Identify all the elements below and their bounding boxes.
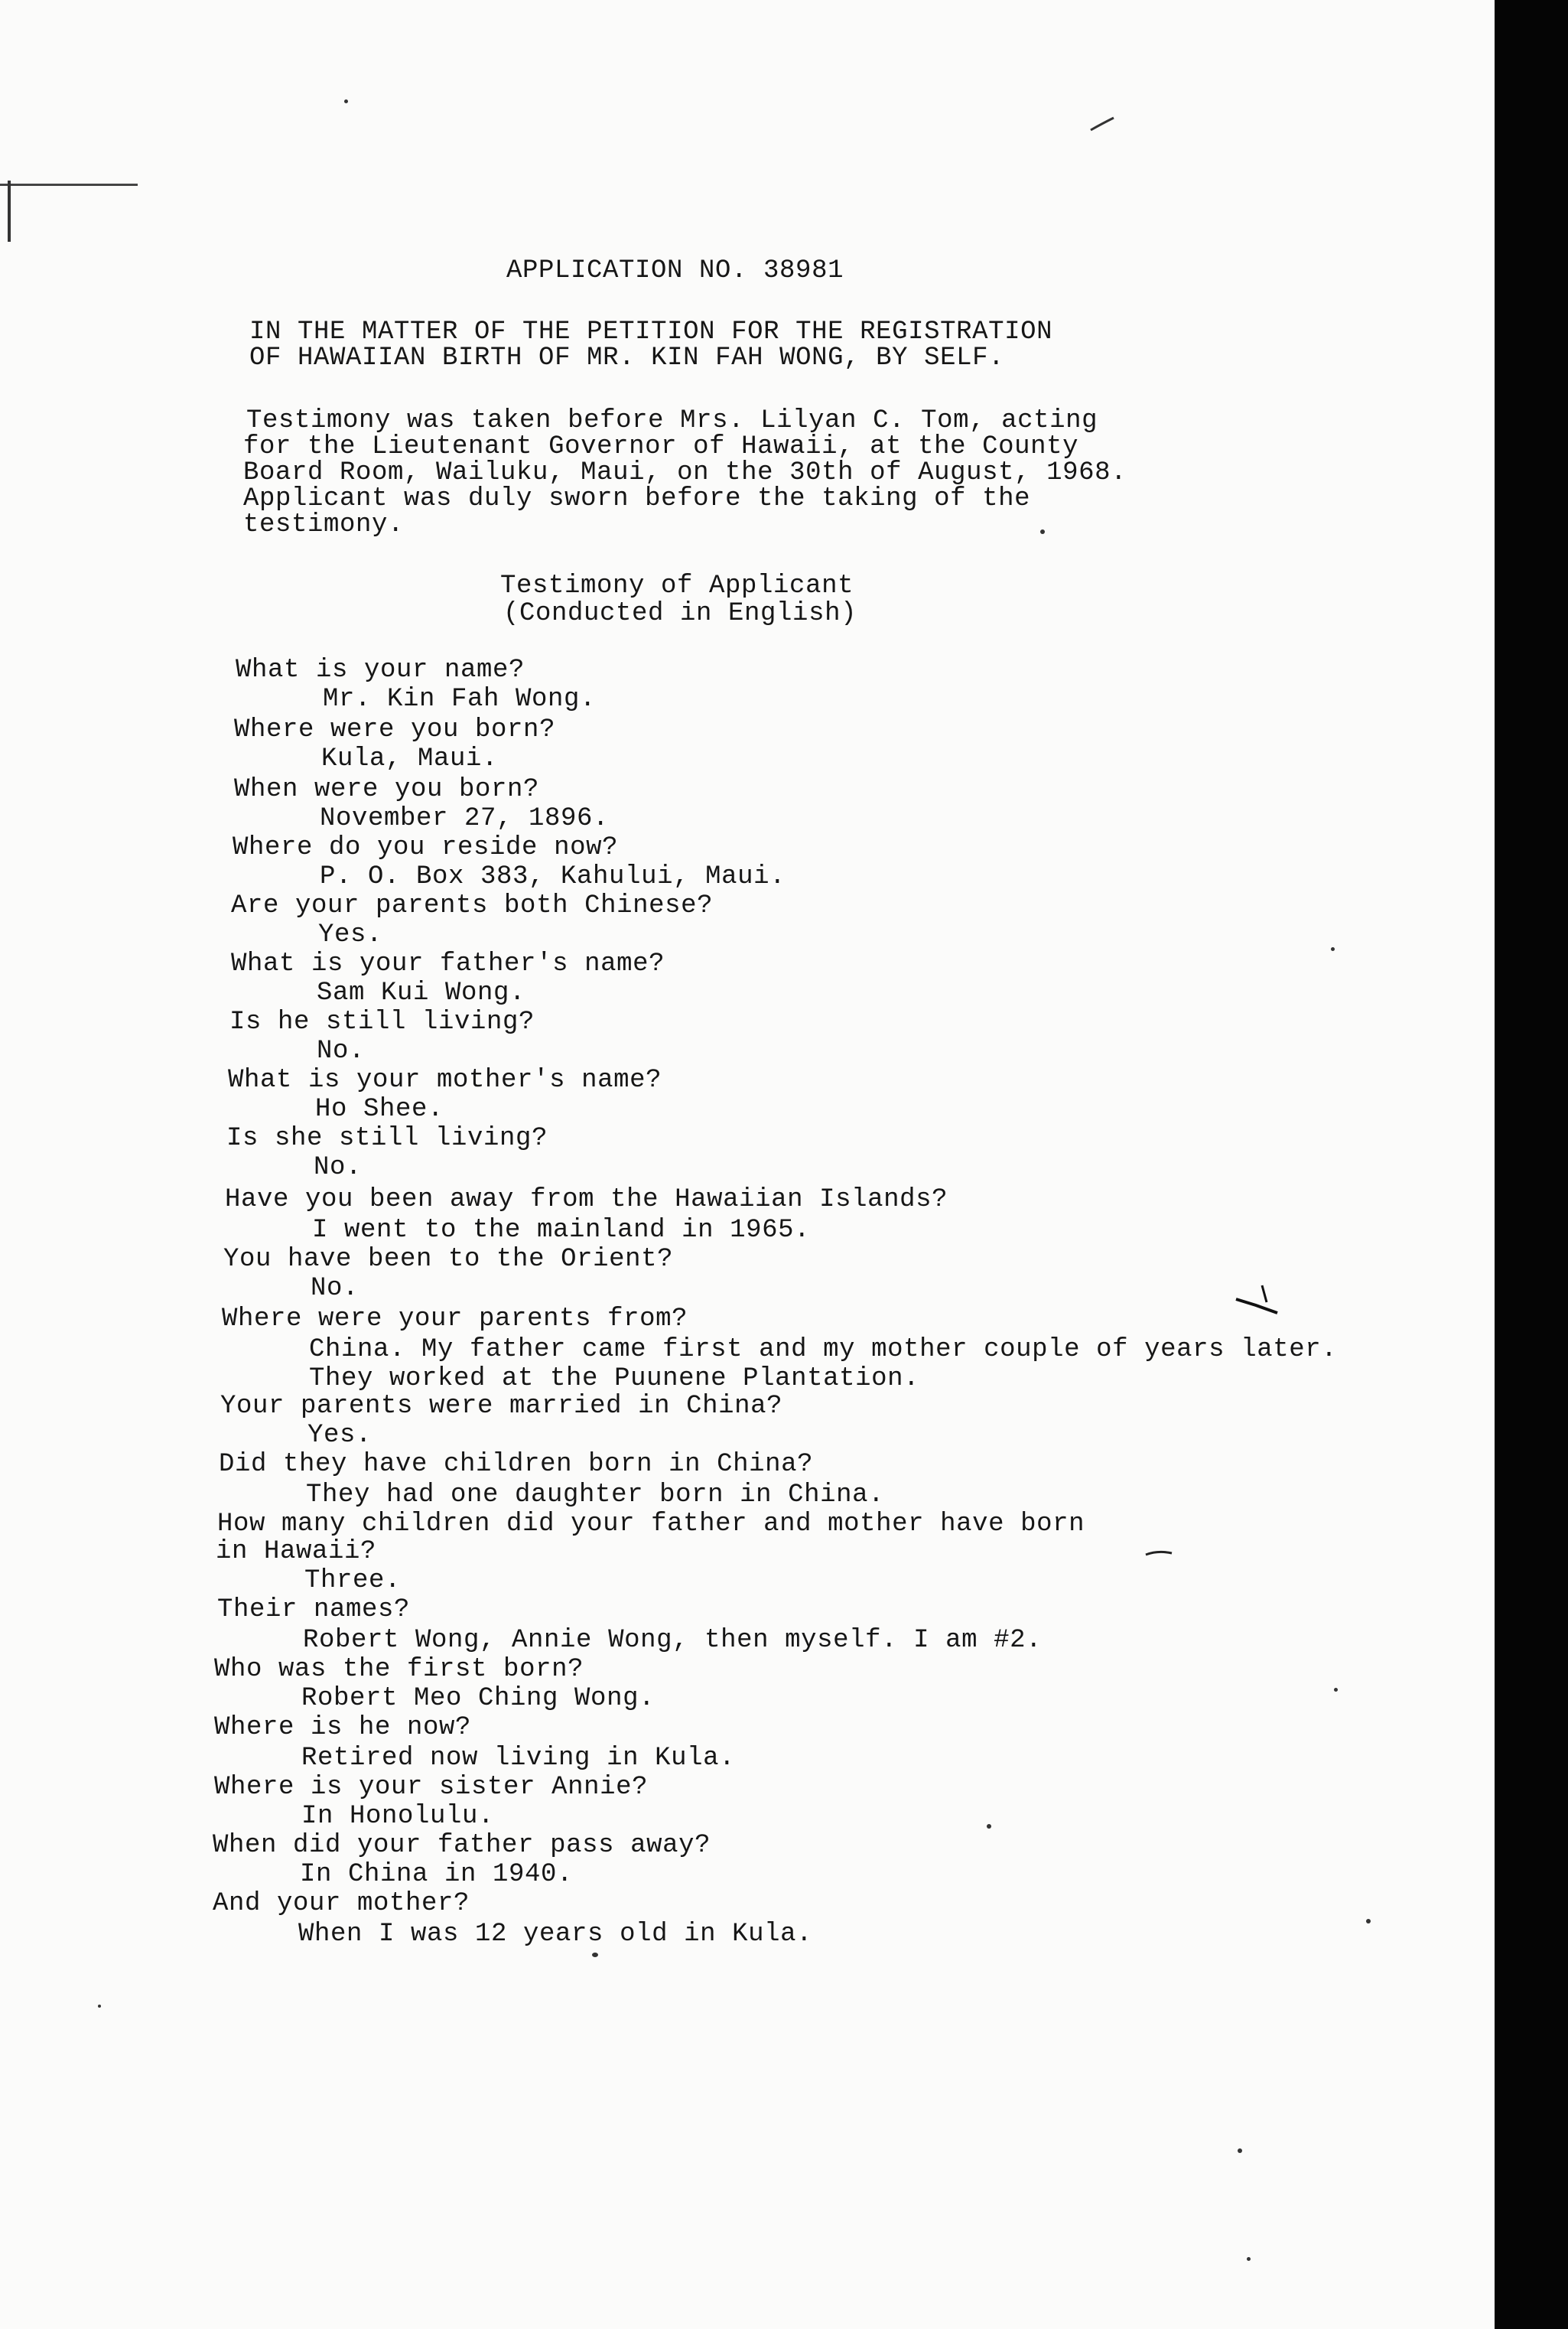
question: And your mother? bbox=[213, 1889, 470, 1918]
question: Their names? bbox=[217, 1595, 411, 1624]
question: in Hawaii? bbox=[216, 1537, 377, 1566]
question: When were you born? bbox=[234, 775, 540, 804]
question: When did your father pass away? bbox=[213, 1831, 711, 1860]
section-title: Testimony of Applicant bbox=[500, 572, 854, 601]
scan-speck bbox=[1366, 1919, 1371, 1923]
question: Who was the first born? bbox=[214, 1655, 584, 1684]
scan-speck bbox=[1040, 529, 1045, 534]
scan-speck bbox=[1238, 2148, 1242, 2153]
answer: Retired now living in Kula. bbox=[301, 1744, 736, 1773]
answer: Yes. bbox=[307, 1421, 372, 1450]
question: Where is he now? bbox=[214, 1713, 472, 1742]
stray-mark bbox=[1088, 113, 1118, 136]
intro-line-5: testimony. bbox=[243, 510, 405, 539]
matter-line-1: IN THE MATTER OF THE PETITION FOR THE REGISTRATION bbox=[249, 318, 1053, 347]
answer: No. bbox=[311, 1274, 359, 1303]
question: What is your father's name? bbox=[231, 950, 665, 979]
answer: Robert Wong, Annie Wong, then myself. I am #2. bbox=[303, 1626, 1043, 1655]
intro-line-4: Applicant was duly sworn before the taking of the bbox=[243, 484, 1031, 513]
question: Did they have children born in China? bbox=[219, 1450, 814, 1479]
answer: Ho Shee. bbox=[315, 1095, 444, 1124]
question: Where were your parents from? bbox=[222, 1305, 688, 1334]
question: Your parents were married in China? bbox=[220, 1392, 783, 1421]
answer: They worked at the Puunene Plantation. bbox=[309, 1364, 920, 1393]
answer: P. O. Box 383, Kahului, Maui. bbox=[320, 862, 786, 891]
pen-dash-mark bbox=[1144, 1549, 1175, 1559]
answer: November 27, 1896. bbox=[320, 804, 610, 833]
answer: In Honolulu. bbox=[301, 1802, 495, 1831]
question: Have you been away from the Hawaiian Islands? bbox=[225, 1185, 948, 1214]
scan-rule bbox=[0, 184, 138, 186]
answer: They had one daughter born in China. bbox=[306, 1480, 885, 1510]
question: Where do you reside now? bbox=[233, 833, 619, 862]
scan-speck bbox=[344, 99, 348, 103]
scan-speck bbox=[1331, 947, 1335, 951]
scan-speck bbox=[98, 2005, 101, 2008]
question: Is she still living? bbox=[226, 1124, 548, 1153]
answer: Kula, Maui. bbox=[321, 744, 499, 774]
question: Where is your sister Annie? bbox=[214, 1773, 649, 1802]
scan-speck bbox=[1334, 1688, 1338, 1692]
answer: Mr. Kin Fah Wong. bbox=[323, 685, 597, 714]
answer: When I was 12 years old in Kula. bbox=[298, 1920, 813, 1949]
matter-line-2: OF HAWAIIAN BIRTH OF MR. KIN FAH WONG, BY SELF. bbox=[249, 344, 1005, 373]
question: How many children did your father and mother have born bbox=[217, 1510, 1085, 1539]
scan-speck bbox=[592, 1953, 598, 1957]
scan-speck bbox=[1247, 2257, 1251, 2261]
scan-edge bbox=[1495, 0, 1568, 2329]
intro-line-2: for the Lieutenant Governor of Hawaii, at the County bbox=[243, 432, 1079, 461]
section-subtitle: (Conducted in English) bbox=[503, 599, 857, 628]
question: Where were you born? bbox=[234, 715, 556, 744]
scan-mark bbox=[8, 181, 11, 242]
question: What is your name? bbox=[236, 656, 525, 685]
intro-line-1: Testimony was taken before Mrs. Lilyan C. Tom, acting bbox=[246, 406, 1098, 435]
answer: In China in 1940. bbox=[300, 1860, 574, 1889]
answer: Robert Meo Ching Wong. bbox=[301, 1684, 656, 1713]
question: You have been to the Orient? bbox=[223, 1245, 674, 1274]
application-title: APPLICATION NO. 38981 bbox=[506, 256, 844, 285]
scan-speck bbox=[987, 1824, 991, 1829]
question: What is your mother's name? bbox=[228, 1066, 662, 1095]
answer: Three. bbox=[304, 1566, 402, 1595]
answer: Yes. bbox=[318, 920, 383, 950]
answer: No. bbox=[314, 1153, 363, 1182]
intro-line-3: Board Room, Wailuku, Maui, on the 30th of August, 1968. bbox=[243, 458, 1127, 487]
question: Is he still living? bbox=[229, 1008, 535, 1037]
question: Are your parents both Chinese? bbox=[231, 891, 714, 920]
pen-check-mark bbox=[1233, 1282, 1287, 1321]
answer: China. My father came first and my mother couple of years later. bbox=[309, 1335, 1338, 1364]
answer: Sam Kui Wong. bbox=[317, 979, 526, 1008]
answer: I went to the mainland in 1965. bbox=[312, 1216, 811, 1245]
answer: No. bbox=[317, 1037, 366, 1066]
